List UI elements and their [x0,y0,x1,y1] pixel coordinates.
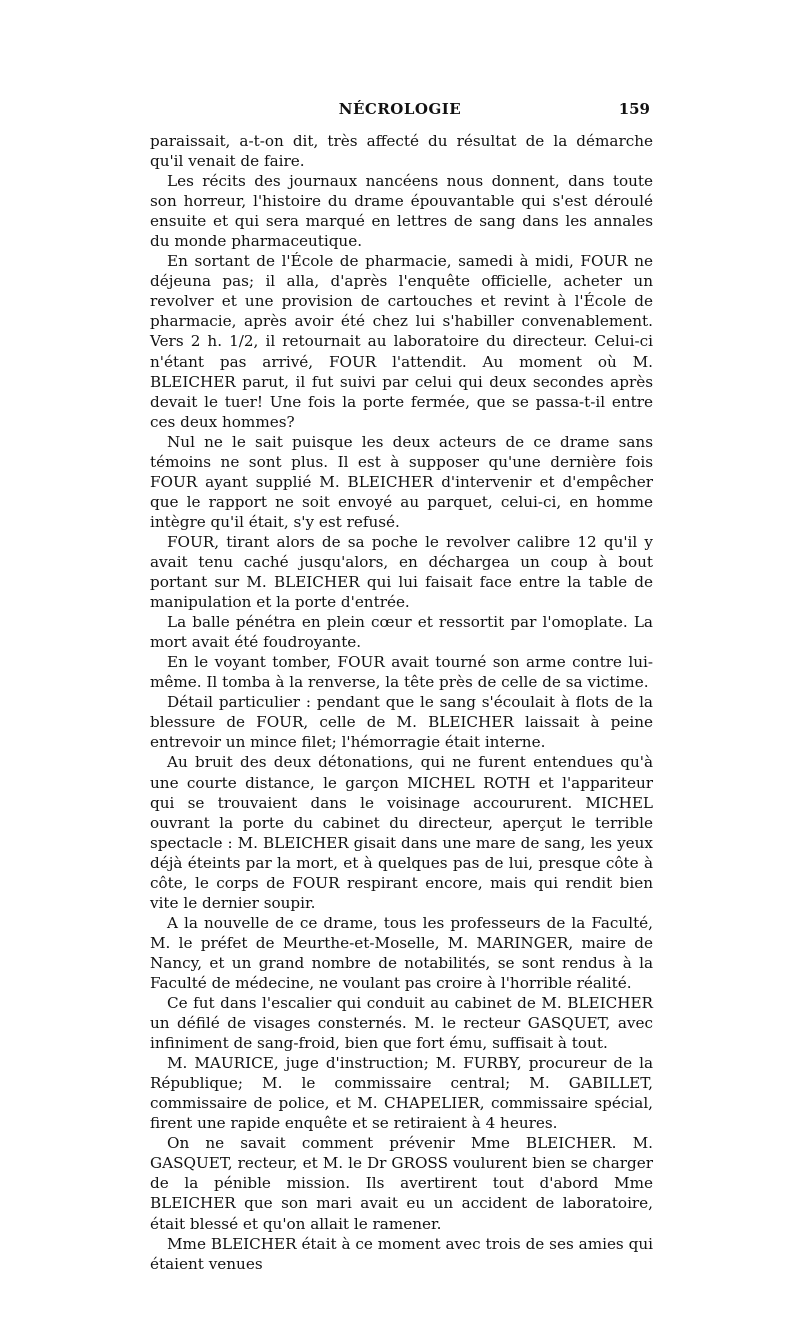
paragraph-2: Les récits des journaux nancéens nous donnent, dans toute son horreur, l'histoire du drame épouvantable qui s'est déroulé ensuite et qui sera marqué en lettres de sang dans les annales du monde pharmaceutique. [150,172,653,251]
paragraph-12: M. MAURICE, juge d'instruction; M. FURBY, procureur de la République; M. le commissaire central; M. GABILLET, commissaire de police, et M. CHAPELIER, commissaire spécial, firent une rapide enquête et se retiraient à 4 heures. [150,1054,653,1133]
paragraph-5: FOUR, tirant alors de sa poche le revolver calibre 12 qu'il y avait tenu caché jusqu'alors, en déchargea un coup à bout portant sur M. BLEICHER qui lui faisait face entre la table de manipulation et la porte d'entrée. [150,532,653,612]
paragraph-6: La balle pénétra en plein cœur et ressortit par l'omoplate. La mort avait été foudroyante. [150,613,653,652]
paragraph-7: En le voyant tomber, FOUR avait tourné son arme contre lui-même. Il tomba à la renverse, la tête près de celle de sa victime. [150,653,653,692]
body-text [150,131,653,1274]
paragraph-4: Nul ne le sait puisque les deux acteurs de ce drame sans témoins ne sont plus. Il est à supposer qu'une dernière fois FOUR ayant supplié M. BLEICHER d'intervenir et d'empêcher que le rapport ne soit envoyé au parquet, celui-ci, en homme intègre qu'il était, s'y est refusé. [150,432,653,531]
paragraph-11: Ce fut dans l'escalier qui conduit au cabinet de M. BLEICHER un défilé de visages consternés. M. le recteur GASQUET, avec infiniment de sang-froid, bien que fort ému, suffisait à tout. [150,994,653,1053]
paragraph-10: A la nouvelle de ce drame, tous les professeurs de la Faculté, M. le préfet de Meurthe-et-Moselle, M. MARINGER, maire de Nancy, et un grand nombre de notabilités, se sont rendus à la Faculté de médecine, ne voulant pas croire à l'horrible réalité. [150,913,653,992]
paragraph-8: Détail particulier : pendant que le sang s'écoulait à flots de la blessure de FOUR, celle de M. BLEICHER laissait à peine entrevoir un mince filet; l'hémorragie était interne. [150,693,653,752]
paragraph-1: paraissait, a-t-on dit, très affecté du résultat de la démarche qu'il venait de faire. [150,132,653,171]
paragraph-3: En sortant de l'École de pharmacie, samedi à midi, FOUR ne déjeuna pas; il alla, d'après l'enquête officielle, acheter un revolver et une provision de cartouches et revint à l'École de pharmacie, après avoir été chez lui s'habiller convenablement. Vers 2 h. 1/2, il retournait au laboratoire du directeur. Celui-ci n'étant pas arrivé, FOUR l'attendit. Au moment où M. BLEICHER parut, il fut suivi par celui qui deux secondes après devait le tuer! Une fois la porte fermée, que se passa-t-il entre ces deux hommes? [150,252,653,431]
running-title: NÉCROLOGIE [338,100,462,118]
page-number: 159 [618,100,650,118]
running-header [150,100,650,122]
paragraph-14: Mme BLEICHER était à ce moment avec trois de ses amies qui étaient venues [150,1234,653,1273]
paragraph-9: Au bruit des deux détonations, qui ne furent entendues qu'à une courte distance, le garçon MICHEL ROTH et l'appariteur qui se trouvaient dans le voisinage accoururent. MICHEL ouvrant la porte du cabinet du directeur, aperçut le terrible spectacle : M. BLEICHER gisait dans une mare de sang, les yeux déjà éteints par la mort, et à quelques pas de lui, presque côte à côte, le corps de FOUR respirant encore, mais qui rendit bien vite le dernier soupir. [150,753,653,912]
paragraph-13: On ne savait comment prévenir Mme BLEICHER. M. GASQUET, recteur, et M. le Dr GROSS voulurent bien se charger de la pénible mission. Ils avertirent tout d'abord Mme BLEICHER que son mari avait eu un accident de laboratoire, était blessé et qu'on allait le ramener. [150,1134,653,1233]
